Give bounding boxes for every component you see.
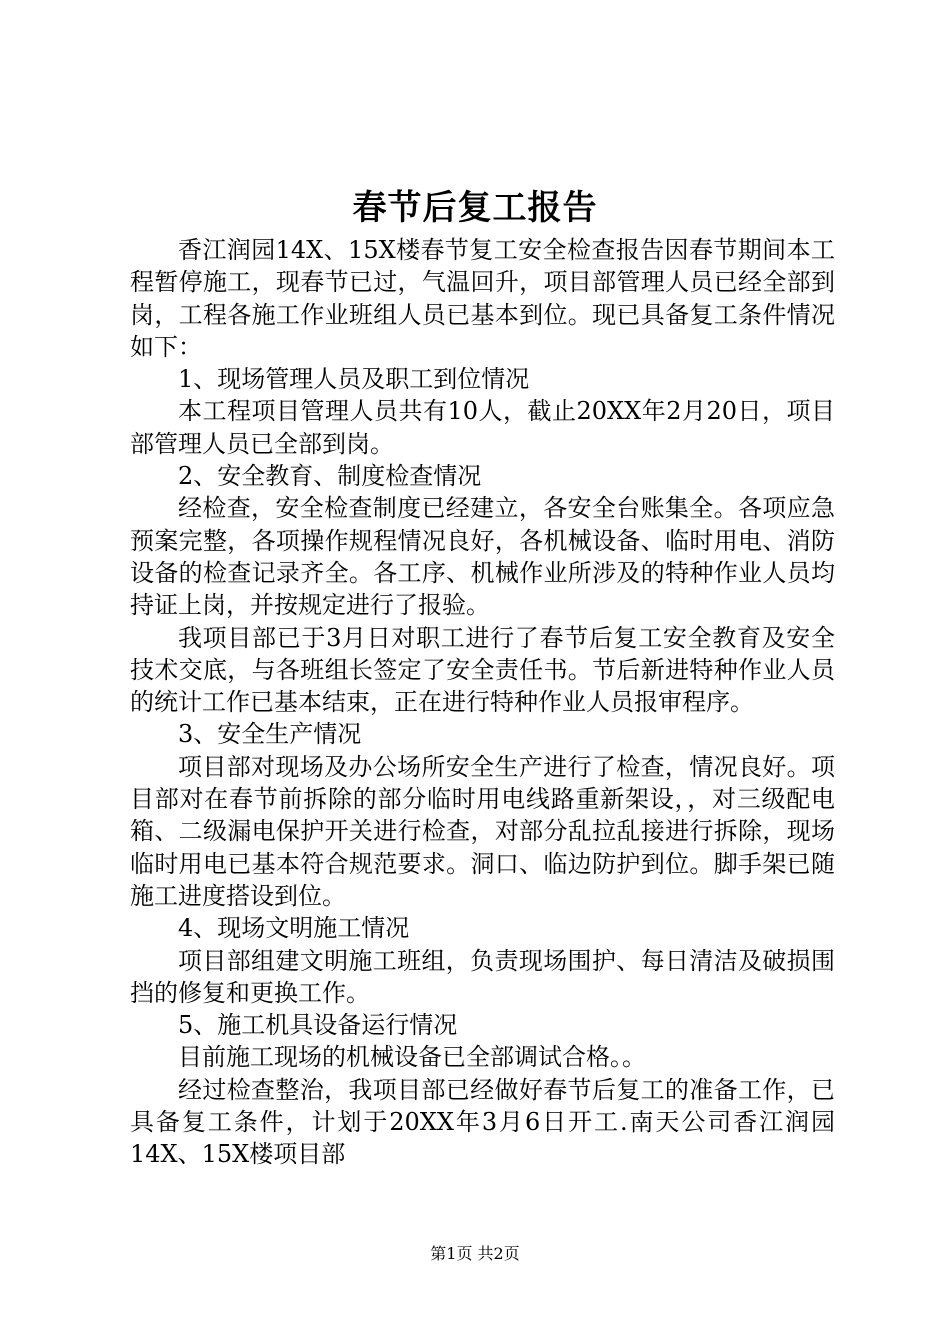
section-heading-4: 4、现场文明施工情况 [178,914,410,943]
section-heading-1: 1、现场管理人员及职工到位情况 [178,365,530,394]
section-2-paragraph-1: 经检查，安全检查制度已经建立，各安全台账集全。各项应急预案完整，各项操作规程情况良好，各机械设备、临时用电、消防设备的检查记录齐全。各工序、机械作业所涉及的特种作业人员均持证上岗，并按规定进行了报验。 [130,494,835,620]
intro-paragraph: 香江润园14X、15X楼春节复工安全检查报告因春节期间本工程暂停施工，现春节已过，气温回升，项目部管理人员已经全部到岗，工程各施工作业班组人员已基本到位。现已具备复工条件情况如下： [130,236,835,361]
section-3-paragraph: 项目部对现场及办公场所安全生产进行了检查，情况良好。项目部对在春节前拆除的部分临时用电线路重新架设，，对三级配电箱、二级漏电保护开关进行检查，对部分乱拉乱接进行拆除，现场临时用电已基本符合规范要求。洞口、临边防护到位。脚手架已随施工进度搭设到位。 [130,752,835,910]
document-body [130,234,835,1171]
section-4-paragraph: 项目部组建文明施工班组，负责现场围护、每日清洁及破损围挡的修复和更换工作。 [130,946,835,1007]
section-5-paragraph: 目前施工现场的机械设备已全部调试合格。。 [178,1043,646,1072]
section-heading-2: 2、安全教育、制度检查情况 [178,462,482,491]
conclusion-paragraph: 经过检查整治，我项目部已经做好春节后复工的准备工作，已具备复工条件，计划于20XX年3月6日开工.南天公司香江润园14X、15X楼项目部 [130,1075,835,1169]
page-footer: 第1页 共2页 [430,1244,520,1263]
section-heading-5: 5、施工机具设备运行情况 [178,1011,458,1040]
section-heading-3: 3、安全生产情况 [178,720,362,749]
section-2-paragraph-2: 我项目部已于3月日对职工进行了春节后复工安全教育及安全技术交底，与各班组长签定了安全责任书。节后新进特种作业人员的统计工作已基本结束，正在进行特种作业人员报审程序。 [130,623,835,717]
document-title: 春节后复工报告 [352,188,598,228]
section-1-paragraph: 本工程项目管理人员共有10人，截止20XX年2月20日，项目部管理人员已全部到岗。 [130,397,835,458]
